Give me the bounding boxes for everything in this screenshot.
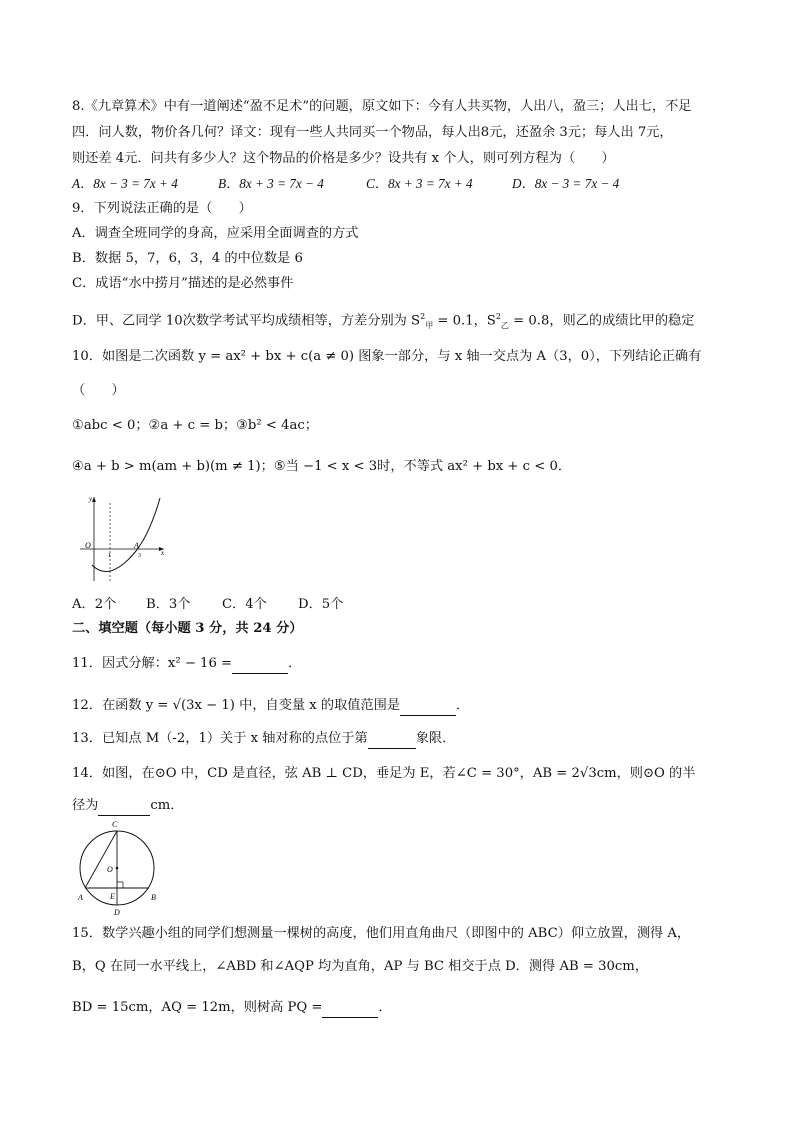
q9-d-prefix: D．甲、乙同学 10次数学考试平均成绩相等，方差分别为 S (72, 313, 421, 329)
q12-end: ． (456, 698, 470, 713)
q9-stem: 9．下列说法正确的是（ ） (72, 201, 252, 216)
q10-fig-tick-1: 1 (108, 553, 111, 559)
q14-line-2 (72, 797, 183, 816)
q9-option-c: C．成语“水中捞月”描述的是必然事件 (72, 276, 294, 291)
q9-option-d: D．甲、乙同学 10次数学考试平均成绩相等，方差分别为 $S^2_甲 = 0.1$，$S^2_乙 = 0.8$，则乙的成绩比甲的稳定 (72, 312, 695, 331)
q10-option-c: C．4个 (222, 597, 267, 612)
q9-option-b: B．数据 5，7，6，3，4 的中位数是 6 (72, 251, 303, 266)
q14-line-1: 14．如图，在⊙O 中，CD 是直径，弦 AB ⊥ CD，垂足为 E，若∠C = 30°，AB = 2√3cm，则⊙O 的半 (72, 766, 696, 781)
q9-d-suffix: = 0.8，则乙的成绩比甲的稳定 (508, 313, 695, 329)
q13 (72, 730, 455, 749)
q14-circle-figure (74, 818, 164, 918)
q15-line-1: 15．数学兴趣小组的同学们想测量一棵树的高度，他们用直角曲尺（即图中的 ABC）仰立放置，测得 A， (72, 926, 691, 941)
q15-line-3 (72, 999, 392, 1018)
q11-text: 11．因式分解：x² − 16 = (72, 656, 233, 671)
q10-fig-y-label: y (89, 495, 93, 503)
q11 (72, 655, 301, 674)
section-2-heading: 二、填空题（每小题 3 分，共 24 分） (72, 621, 303, 636)
q9-option-a: A．调查全班同学的身高，应采用全面调查的方式 (72, 226, 359, 241)
q15-answer-blank (322, 999, 378, 1018)
q10-fig-tick-3: 3 (138, 553, 141, 559)
q11-answer-blank (232, 655, 288, 674)
q12 (72, 697, 469, 716)
q8-line-1: 8.《九章算术》中有一道阐述“盈不足术”的问题，原文如下：今有人共买物，人出八，盈三；人出七，不足 (72, 99, 692, 114)
q8-line-3: 则还差 4元．问共有多少人？这个物品的价格是多少？设共有 x 个人，则可列方程为（ ） (72, 151, 615, 166)
q10-conclusions-1: ①abc < 0；②a + c = b；③b² < 4ac； (72, 418, 318, 433)
q9-d-sub-yi: 乙 (500, 321, 509, 331)
q10-fig-x-label: x (161, 549, 165, 557)
q10-conclusions-2: ④a + b > m(am + b)(m ≠ 1)；⑤当 −1 < x < 3时，不等式 ax² + bx + c < 0． (72, 459, 572, 474)
q8-option-a: A．8x − 3 = 7x + 4 (72, 176, 178, 191)
q14-fig-c-label: C (112, 820, 118, 829)
q10-option-a: A．2个 (72, 597, 117, 612)
q10-stem-paren: （ ） (72, 383, 125, 398)
q14-fig-d-label: D (114, 908, 120, 917)
q15-line-2: B，Q 在同一水平线上，∠ABD 和∠AQP 均为直角，AP 与 BC 相交于点 D．测得 AB = 30cm， (72, 959, 648, 974)
q9-d-mid: = 0.1，S (433, 313, 496, 329)
q8-option-b: B．8x + 3 = 7x − 4 (218, 176, 324, 191)
q14-fig-o-label: O (107, 865, 113, 874)
q10-option-b: B．3个 (146, 597, 191, 612)
q13-answer-blank (368, 730, 416, 749)
q8-line-2: 四．问人数，物价各几何？译文：现有一些人共同买一个物品，每人出8元，还盈余 3元；每人出 7元， (72, 125, 673, 140)
q13-text: 13．已知点 M（-2，1）关于 x 轴对称的点位于第 (72, 731, 368, 746)
q10-fig-a-label: A (134, 541, 139, 550)
q10-fig-origin-label: O (85, 541, 91, 550)
q15-line3-a: BD = 15cm，AQ = 12m，则树高 PQ = (72, 1000, 323, 1015)
q10-option-d: D．5个 (298, 597, 344, 612)
q9-d-sub-jia: 甲 (425, 321, 434, 331)
q14-line2-a: 径为 (72, 798, 99, 813)
q14-answer-blank (98, 797, 150, 816)
q14-fig-e-label: E (110, 892, 115, 901)
q14-line2-b: cm． (150, 798, 184, 813)
q12-text: 12．在函数 y = √(3x − 1) 中，自变量 x 的取值范围是 (72, 698, 401, 713)
q8-option-c: C．8x + 3 = 7x + 4 (366, 176, 473, 191)
q14-fig-b-label: B (151, 893, 156, 902)
q10-stem: 10．如图是二次函数 y = ax² + bx + c(a ≠ 0) 图象一部分，与 x 轴一交点为 A（3，0），下列结论正确有 (72, 349, 702, 364)
q11-end: ． (288, 656, 302, 671)
q10-parabola-figure (78, 493, 168, 583)
q14-fig-a-label: A (78, 893, 83, 902)
q12-answer-blank (400, 697, 456, 716)
q13-end: 象限． (415, 731, 456, 746)
q8-option-d: D．8x − 3 = 7x − 4 (512, 176, 620, 191)
q15-line3-b: ． (378, 1000, 392, 1015)
